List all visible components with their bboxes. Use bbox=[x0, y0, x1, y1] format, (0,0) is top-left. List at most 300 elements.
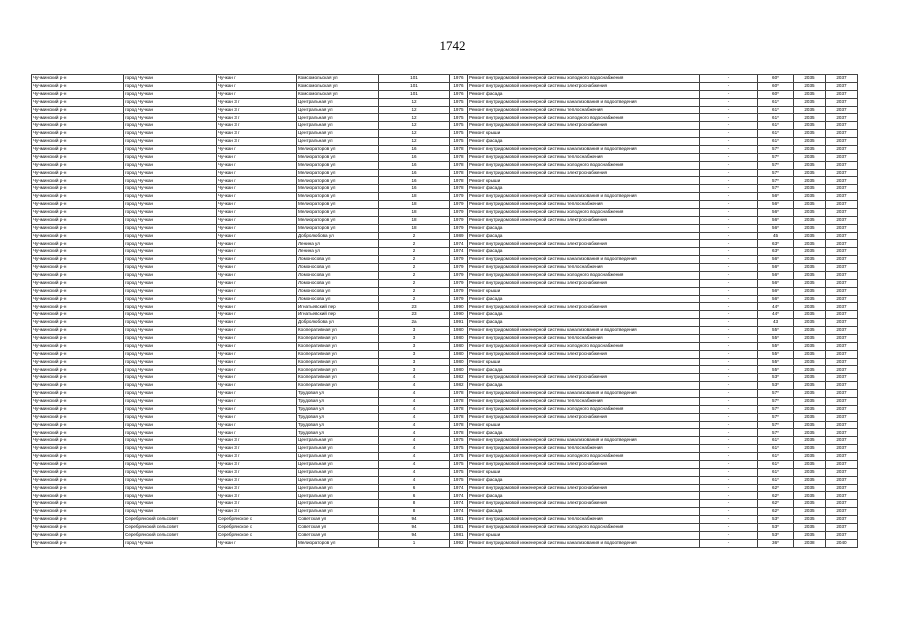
table-row bbox=[32, 185, 858, 193]
street-cell: Мелиораторов ул bbox=[297, 201, 379, 209]
district-cell: Чучминский р-н bbox=[32, 390, 124, 398]
municipality-cell: город Чучкан bbox=[124, 539, 217, 547]
street-cell: Ломоносова ул bbox=[297, 256, 379, 264]
settlement-cell: Чучкан 3 г bbox=[217, 445, 297, 453]
table-row bbox=[32, 224, 858, 232]
house-number-cell: 2 bbox=[379, 271, 450, 279]
wear-cell: 56* bbox=[758, 224, 794, 232]
house-number-cell: 2 bbox=[379, 232, 450, 240]
dash-cell: - bbox=[700, 122, 758, 130]
wear-cell: 36* bbox=[758, 539, 794, 547]
period-start-cell: 2035 bbox=[794, 193, 826, 201]
dash-cell: - bbox=[700, 153, 758, 161]
house-number-cell: 18 bbox=[379, 201, 450, 209]
street-cell: Центральная ул bbox=[297, 492, 379, 500]
period-end-cell: 2037 bbox=[826, 224, 858, 232]
settlement-cell: Чучкан г bbox=[217, 287, 297, 295]
house-number-cell: 2а bbox=[379, 319, 450, 327]
wear-cell: 60* bbox=[758, 90, 794, 98]
dash-cell: - bbox=[700, 240, 758, 248]
wear-cell: 61* bbox=[758, 138, 794, 146]
street-cell: Ленина ул bbox=[297, 240, 379, 248]
municipality-cell: город Чучкан bbox=[124, 75, 217, 83]
settlement-cell: Чучкан 3 г bbox=[217, 492, 297, 500]
settlement-cell: Серебрянское с bbox=[217, 531, 297, 539]
house-number-cell: 12 bbox=[379, 106, 450, 114]
street-cell: Мелиораторов ул bbox=[297, 153, 379, 161]
year-built-cell: 1975 bbox=[450, 476, 468, 484]
work-type-cell: Ремонт внутридомовой инженерной системы электроснабжения bbox=[468, 122, 700, 130]
settlement-cell: Чучкан г bbox=[217, 264, 297, 272]
district-cell: Чучминский р-н bbox=[32, 523, 124, 531]
year-built-cell: 1974 bbox=[450, 248, 468, 256]
work-type-cell: Ремонт фасада bbox=[468, 311, 700, 319]
year-built-cell: 1978 bbox=[450, 169, 468, 177]
table-row bbox=[32, 208, 858, 216]
dash-cell: - bbox=[700, 500, 758, 508]
district-cell: Чучминский р-н bbox=[32, 421, 124, 429]
municipality-cell: город Чучкан bbox=[124, 311, 217, 319]
wear-cell: 57* bbox=[758, 397, 794, 405]
work-type-cell: Ремонт внутридомовой инженерной системы теплоснабжения bbox=[468, 516, 700, 524]
settlement-cell: Чучкан г bbox=[217, 405, 297, 413]
period-start-cell: 2035 bbox=[794, 358, 826, 366]
district-cell: Чучминский р-н bbox=[32, 248, 124, 256]
period-start-cell: 2038 bbox=[794, 539, 826, 547]
municipality-cell: город Чучкан bbox=[124, 279, 217, 287]
year-built-cell: 1979 bbox=[450, 287, 468, 295]
street-cell: Центральная ул bbox=[297, 130, 379, 138]
period-start-cell: 2035 bbox=[794, 279, 826, 287]
settlement-cell: Чучкан г bbox=[217, 169, 297, 177]
street-cell: Центральная ул bbox=[297, 484, 379, 492]
table-row bbox=[32, 82, 858, 90]
period-end-cell: 2037 bbox=[826, 295, 858, 303]
wear-cell: 60* bbox=[758, 82, 794, 90]
table-row bbox=[32, 138, 858, 146]
dash-cell: - bbox=[700, 75, 758, 83]
house-number-cell: 8 bbox=[379, 508, 450, 516]
district-cell: Чучминский р-н bbox=[32, 75, 124, 83]
period-end-cell: 2037 bbox=[826, 413, 858, 421]
period-start-cell: 2035 bbox=[794, 185, 826, 193]
wear-cell: 61* bbox=[758, 476, 794, 484]
dash-cell: - bbox=[700, 382, 758, 390]
district-cell: Чучминский р-н bbox=[32, 106, 124, 114]
house-number-cell: 4 bbox=[379, 437, 450, 445]
settlement-cell: Чучкан г bbox=[217, 177, 297, 185]
year-built-cell: 1975 bbox=[450, 437, 468, 445]
house-number-cell: 18 bbox=[379, 224, 450, 232]
district-cell: Чучминский р-н bbox=[32, 122, 124, 130]
table-row bbox=[32, 271, 858, 279]
dash-cell: - bbox=[700, 508, 758, 516]
street-cell: Мелиораторов ул bbox=[297, 539, 379, 547]
table-row bbox=[32, 130, 858, 138]
house-number-cell: 3 bbox=[379, 358, 450, 366]
district-cell: Чучминский р-н bbox=[32, 350, 124, 358]
street-cell: Кооперативная ул bbox=[297, 334, 379, 342]
municipality-cell: город Чучкан bbox=[124, 374, 217, 382]
dash-cell: - bbox=[700, 295, 758, 303]
year-built-cell: 1978 bbox=[450, 421, 468, 429]
municipality-cell: город Чучкан bbox=[124, 232, 217, 240]
period-end-cell: 2037 bbox=[826, 453, 858, 461]
table-row bbox=[32, 492, 858, 500]
table-row bbox=[32, 445, 858, 453]
year-built-cell: 1975 bbox=[450, 130, 468, 138]
wear-cell: 61* bbox=[758, 130, 794, 138]
settlement-cell: Чучкан г bbox=[217, 232, 297, 240]
street-cell: Мелиораторов ул bbox=[297, 169, 379, 177]
period-start-cell: 2035 bbox=[794, 327, 826, 335]
work-type-cell: Ремонт фасада bbox=[468, 295, 700, 303]
period-end-cell: 2037 bbox=[826, 75, 858, 83]
wear-cell: 57* bbox=[758, 429, 794, 437]
work-type-cell: Ремонт внутридомовой инженерной системы электроснабжения bbox=[468, 240, 700, 248]
work-type-cell: Ремонт внутридомовой инженерной системы теплоснабжения bbox=[468, 153, 700, 161]
street-cell: Кооперативная ул bbox=[297, 342, 379, 350]
dash-cell: - bbox=[700, 224, 758, 232]
work-type-cell: Ремонт внутридомовой инженерной системы электроснабжения bbox=[468, 169, 700, 177]
district-cell: Чучминский р-н bbox=[32, 453, 124, 461]
year-built-cell: 1979 bbox=[450, 224, 468, 232]
year-built-cell: 1975 bbox=[450, 106, 468, 114]
work-type-cell: Ремонт крыши bbox=[468, 421, 700, 429]
municipality-cell: город Чучкан bbox=[124, 224, 217, 232]
period-end-cell: 2037 bbox=[826, 366, 858, 374]
period-end-cell: 2037 bbox=[826, 508, 858, 516]
period-end-cell: 2037 bbox=[826, 232, 858, 240]
district-cell: Чучминский р-н bbox=[32, 271, 124, 279]
year-built-cell: 1979 bbox=[450, 264, 468, 272]
wear-cell: 56* bbox=[758, 216, 794, 224]
house-number-cell: 4 bbox=[379, 405, 450, 413]
settlement-cell: Чучкан г bbox=[217, 240, 297, 248]
table-row bbox=[32, 531, 858, 539]
street-cell: Советская ул bbox=[297, 523, 379, 531]
street-cell: Центральная ул bbox=[297, 453, 379, 461]
period-start-cell: 2035 bbox=[794, 484, 826, 492]
street-cell: Советская ул bbox=[297, 531, 379, 539]
settlement-cell: Чучкан г bbox=[217, 295, 297, 303]
street-cell: Ломоносова ул bbox=[297, 271, 379, 279]
house-number-cell: 101 bbox=[379, 82, 450, 90]
settlement-cell: Чучкан 3 г bbox=[217, 484, 297, 492]
period-start-cell: 2035 bbox=[794, 98, 826, 106]
settlement-cell: Чучкан г bbox=[217, 216, 297, 224]
year-built-cell: 1980 bbox=[450, 366, 468, 374]
period-end-cell: 2037 bbox=[826, 145, 858, 153]
house-number-cell: 4 bbox=[379, 453, 450, 461]
table-row bbox=[32, 429, 858, 437]
municipality-cell: город Чучкан bbox=[124, 397, 217, 405]
street-cell: Мелиораторов ул bbox=[297, 193, 379, 201]
district-cell: Чучминский р-н bbox=[32, 429, 124, 437]
period-end-cell: 2037 bbox=[826, 248, 858, 256]
wear-cell: 57* bbox=[758, 413, 794, 421]
year-built-cell: 1978 bbox=[450, 397, 468, 405]
table-row bbox=[32, 311, 858, 319]
district-cell: Чучминский р-н bbox=[32, 279, 124, 287]
municipality-cell: город Чучкан bbox=[124, 327, 217, 335]
table-row bbox=[32, 295, 858, 303]
table-row bbox=[32, 106, 858, 114]
district-cell: Чучминский р-н bbox=[32, 169, 124, 177]
table-row bbox=[32, 468, 858, 476]
house-number-cell: 2 bbox=[379, 240, 450, 248]
municipality-cell: город Чучкан bbox=[124, 492, 217, 500]
year-built-cell: 1974 bbox=[450, 240, 468, 248]
house-number-cell: 4 bbox=[379, 390, 450, 398]
district-cell: Чучминский р-н bbox=[32, 208, 124, 216]
period-end-cell: 2037 bbox=[826, 271, 858, 279]
work-type-cell: Ремонт фасада bbox=[468, 248, 700, 256]
municipality-cell: город Чучкан bbox=[124, 240, 217, 248]
dash-cell: - bbox=[700, 453, 758, 461]
table-row bbox=[32, 358, 858, 366]
year-built-cell: 1978 bbox=[450, 413, 468, 421]
period-end-cell: 2037 bbox=[826, 161, 858, 169]
street-cell: Центральная ул bbox=[297, 122, 379, 130]
capital-repair-table bbox=[31, 74, 858, 548]
settlement-cell: Чучкан г bbox=[217, 185, 297, 193]
period-start-cell: 2035 bbox=[794, 453, 826, 461]
municipality-cell: город Чучкан bbox=[124, 177, 217, 185]
house-number-cell: 4 bbox=[379, 382, 450, 390]
municipality-cell: город Чучкан bbox=[124, 421, 217, 429]
table-row bbox=[32, 500, 858, 508]
house-number-cell: 6 bbox=[379, 492, 450, 500]
dash-cell: - bbox=[700, 130, 758, 138]
period-start-cell: 2035 bbox=[794, 500, 826, 508]
period-end-cell: 2037 bbox=[826, 114, 858, 122]
district-cell: Чучминский р-н bbox=[32, 460, 124, 468]
period-end-cell: 2037 bbox=[826, 303, 858, 311]
period-end-cell: 2037 bbox=[826, 90, 858, 98]
year-built-cell: 1981 bbox=[450, 523, 468, 531]
year-built-cell: 1979 bbox=[450, 271, 468, 279]
dash-cell: - bbox=[700, 279, 758, 287]
dash-cell: - bbox=[700, 145, 758, 153]
dash-cell: - bbox=[700, 90, 758, 98]
period-start-cell: 2035 bbox=[794, 342, 826, 350]
period-end-cell: 2037 bbox=[826, 350, 858, 358]
period-end-cell: 2037 bbox=[826, 516, 858, 524]
wear-cell: 55* bbox=[758, 342, 794, 350]
dash-cell: - bbox=[700, 193, 758, 201]
municipality-cell: город Чучкан bbox=[124, 319, 217, 327]
period-start-cell: 2035 bbox=[794, 397, 826, 405]
municipality-cell: город Чучкан bbox=[124, 90, 217, 98]
dash-cell: - bbox=[700, 82, 758, 90]
municipality-cell: город Чучкан bbox=[124, 468, 217, 476]
wear-cell: 53* bbox=[758, 531, 794, 539]
year-built-cell: 1978 bbox=[450, 429, 468, 437]
table-row bbox=[32, 232, 858, 240]
dash-cell: - bbox=[700, 539, 758, 547]
table-row bbox=[32, 484, 858, 492]
table-row bbox=[32, 75, 858, 83]
house-number-cell: 3 bbox=[379, 327, 450, 335]
settlement-cell: Чучкан г bbox=[217, 374, 297, 382]
house-number-cell: 4 bbox=[379, 468, 450, 476]
house-number-cell: 4 bbox=[379, 397, 450, 405]
table-row bbox=[32, 161, 858, 169]
municipality-cell: город Чучкан bbox=[124, 169, 217, 177]
period-start-cell: 2035 bbox=[794, 437, 826, 445]
period-end-cell: 2037 bbox=[826, 342, 858, 350]
district-cell: Чучминский р-н bbox=[32, 224, 124, 232]
work-type-cell: Ремонт внутридомовой инженерной системы холодного водоснабжения bbox=[468, 161, 700, 169]
municipality-cell: город Чучкан bbox=[124, 145, 217, 153]
work-type-cell: Ремонт внутридомовой инженерной системы канализования и водоотведения bbox=[468, 390, 700, 398]
street-cell: Мелиораторов ул bbox=[297, 161, 379, 169]
street-cell: Добролюбова ул bbox=[297, 232, 379, 240]
dash-cell: - bbox=[700, 311, 758, 319]
municipality-cell: город Чучкан bbox=[124, 382, 217, 390]
street-cell: Центральная ул bbox=[297, 508, 379, 516]
period-start-cell: 2035 bbox=[794, 75, 826, 83]
settlement-cell: Чучкан г bbox=[217, 429, 297, 437]
table-row bbox=[32, 405, 858, 413]
work-type-cell: Ремонт фасада bbox=[468, 476, 700, 484]
period-start-cell: 2035 bbox=[794, 508, 826, 516]
table-row bbox=[32, 240, 858, 248]
house-number-cell: 4 bbox=[379, 460, 450, 468]
page-number: 1742 bbox=[439, 38, 466, 53]
period-start-cell: 2035 bbox=[794, 90, 826, 98]
wear-cell: 44* bbox=[758, 303, 794, 311]
house-number-cell: 2 bbox=[379, 264, 450, 272]
table-row bbox=[32, 279, 858, 287]
district-cell: Чучминский р-н bbox=[32, 311, 124, 319]
period-start-cell: 2035 bbox=[794, 319, 826, 327]
municipality-cell: город Чучкан bbox=[124, 413, 217, 421]
wear-cell: 56* bbox=[758, 201, 794, 209]
table-row bbox=[32, 98, 858, 106]
year-built-cell: 1980 bbox=[450, 342, 468, 350]
street-cell: Ломоносова ул bbox=[297, 264, 379, 272]
work-type-cell: Ремонт внутридомовой инженерной системы теплоснабжения bbox=[468, 334, 700, 342]
period-end-cell: 2040 bbox=[826, 539, 858, 547]
house-number-cell: 4 bbox=[379, 413, 450, 421]
wear-cell: 62* bbox=[758, 508, 794, 516]
year-built-cell: 1975 bbox=[450, 468, 468, 476]
house-number-cell: 16 bbox=[379, 153, 450, 161]
wear-cell: 61* bbox=[758, 98, 794, 106]
district-cell: Чучминский р-н bbox=[32, 413, 124, 421]
municipality-cell: город Чучкан bbox=[124, 303, 217, 311]
street-cell: Игнатьевский пер bbox=[297, 303, 379, 311]
municipality-cell: город Чучкан bbox=[124, 271, 217, 279]
district-cell: Чучминский р-н bbox=[32, 327, 124, 335]
period-start-cell: 2035 bbox=[794, 248, 826, 256]
wear-cell: 55* bbox=[758, 366, 794, 374]
settlement-cell: Чучкан г bbox=[217, 319, 297, 327]
wear-cell: 56* bbox=[758, 208, 794, 216]
period-end-cell: 2037 bbox=[826, 98, 858, 106]
district-cell: Чучминский р-н bbox=[32, 161, 124, 169]
dash-cell: - bbox=[700, 374, 758, 382]
wear-cell: 57* bbox=[758, 390, 794, 398]
period-start-cell: 2035 bbox=[794, 138, 826, 146]
year-built-cell: 1978 bbox=[450, 185, 468, 193]
period-start-cell: 2035 bbox=[794, 303, 826, 311]
table-row bbox=[32, 437, 858, 445]
settlement-cell: Чучкан 3 г bbox=[217, 476, 297, 484]
settlement-cell: Чучкан 3 г bbox=[217, 460, 297, 468]
period-start-cell: 2035 bbox=[794, 177, 826, 185]
district-cell: Чучминский р-н bbox=[32, 185, 124, 193]
period-start-cell: 2035 bbox=[794, 445, 826, 453]
period-end-cell: 2037 bbox=[826, 240, 858, 248]
period-start-cell: 2035 bbox=[794, 287, 826, 295]
district-cell: Чучминский р-н bbox=[32, 476, 124, 484]
dash-cell: - bbox=[700, 201, 758, 209]
period-start-cell: 2035 bbox=[794, 145, 826, 153]
wear-cell: 43 bbox=[758, 319, 794, 327]
table-row bbox=[32, 516, 858, 524]
house-number-cell: 12 bbox=[379, 130, 450, 138]
municipality-cell: город Чучкан bbox=[124, 350, 217, 358]
work-type-cell: Ремонт внутридомовой инженерной системы холодного водоснабжения bbox=[468, 114, 700, 122]
period-start-cell: 2035 bbox=[794, 264, 826, 272]
period-end-cell: 2037 bbox=[826, 390, 858, 398]
house-number-cell: 2 bbox=[379, 248, 450, 256]
year-built-cell: 1981 bbox=[450, 516, 468, 524]
period-end-cell: 2037 bbox=[826, 106, 858, 114]
period-start-cell: 2035 bbox=[794, 460, 826, 468]
work-type-cell: Ремонт внутридомовой инженерной системы холодного водоснабжения bbox=[468, 75, 700, 83]
period-end-cell: 2037 bbox=[826, 397, 858, 405]
year-built-cell: 1980 bbox=[450, 350, 468, 358]
dash-cell: - bbox=[700, 264, 758, 272]
period-end-cell: 2037 bbox=[826, 256, 858, 264]
street-cell: Центральная ул bbox=[297, 437, 379, 445]
house-number-cell: 94 bbox=[379, 523, 450, 531]
work-type-cell: Ремонт внутридомовой инженерной системы канализования и водоотведения bbox=[468, 539, 700, 547]
street-cell: Кооперативная ул bbox=[297, 327, 379, 335]
wear-cell: 61* bbox=[758, 106, 794, 114]
district-cell: Чучминский р-н bbox=[32, 397, 124, 405]
period-start-cell: 2035 bbox=[794, 390, 826, 398]
dash-cell: - bbox=[700, 334, 758, 342]
municipality-cell: город Чучкан bbox=[124, 476, 217, 484]
work-type-cell: Ремонт фасада bbox=[468, 319, 700, 327]
year-built-cell: 1978 bbox=[450, 145, 468, 153]
period-end-cell: 2037 bbox=[826, 484, 858, 492]
street-cell: Центральная ул bbox=[297, 138, 379, 146]
work-type-cell: Ремонт фасада bbox=[468, 508, 700, 516]
table-row bbox=[32, 476, 858, 484]
table-row bbox=[32, 350, 858, 358]
period-end-cell: 2037 bbox=[826, 429, 858, 437]
period-end-cell: 2037 bbox=[826, 208, 858, 216]
work-type-cell: Ремонт фасада bbox=[468, 224, 700, 232]
house-number-cell: 3 bbox=[379, 342, 450, 350]
work-type-cell: Ремонт внутридомовой инженерной системы холодного водоснабжения bbox=[468, 453, 700, 461]
table-row bbox=[32, 114, 858, 122]
wear-cell: 53* bbox=[758, 382, 794, 390]
year-built-cell: 1990 bbox=[450, 311, 468, 319]
wear-cell: 45 bbox=[758, 232, 794, 240]
wear-cell: 53* bbox=[758, 516, 794, 524]
table-row bbox=[32, 201, 858, 209]
wear-cell: 61* bbox=[758, 445, 794, 453]
district-cell: Чучминский р-н bbox=[32, 130, 124, 138]
year-built-cell: 1975 bbox=[450, 138, 468, 146]
